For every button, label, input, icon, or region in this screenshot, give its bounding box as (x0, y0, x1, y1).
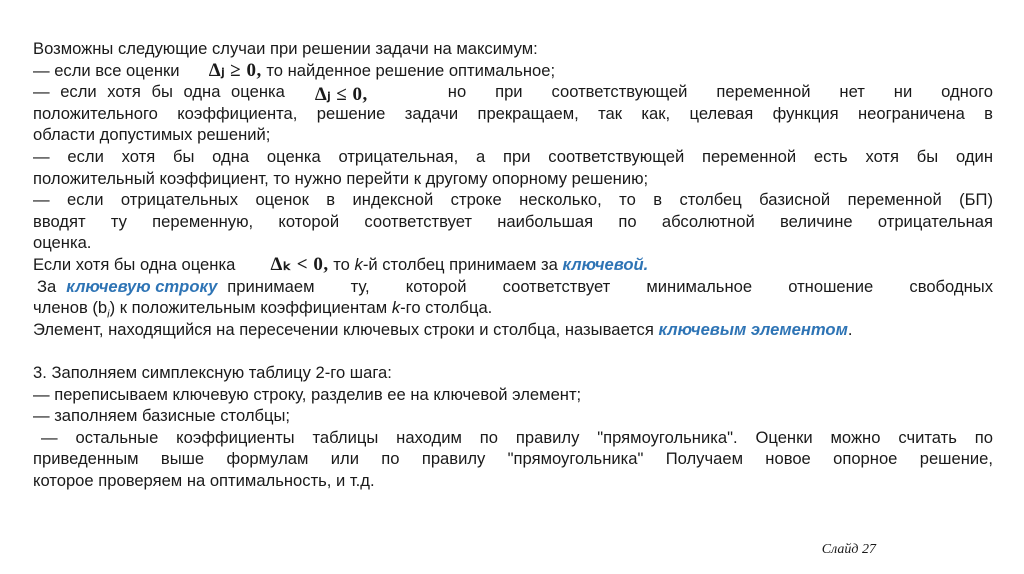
key-column-post: -й столбец принимаем за (362, 254, 558, 274)
keyword-key-row: ключевую строку (66, 276, 218, 296)
case-2-result: но при соответствующей переменной нет ни одного (447, 82, 993, 102)
case-4-line1: — если отрицательных оценок в индексной строке несколько, то в столбец базисной переменной (БП) (33, 190, 993, 210)
case-3-line1: — если хотя бы одна оценка отрицательная, а при соответствующей переменной есть хотя бы один (33, 146, 993, 166)
key-row-line2 (33, 297, 993, 319)
case-4-line2: вводят ту переменную, которой соответствует наибольшая по абсолютной величине отрицательная (33, 211, 993, 231)
key-element-period: . (847, 319, 853, 339)
key-row-text: принимаем ту, которой соответствует минимальное отношение свободных (227, 276, 993, 296)
case-1-text: — если все оценки (33, 60, 180, 80)
key-column-text: Если хотя бы одна оценка (33, 254, 236, 274)
step-3-item-3-line2: приведенным выше формулам или по правилу "прямоугольника" Получаем новое опорное решение, (33, 449, 993, 469)
key-row-za: За (37, 276, 57, 296)
case-2-line2: положительного коэффициента, решение задачи прекращаем, так как, целевая функция неограничена в (33, 103, 993, 123)
key-column-k: k (354, 254, 363, 274)
key-column-to: то (333, 254, 350, 274)
step-3-title: 3. Заполняем симплексную таблицу 2-го шага: (33, 362, 392, 382)
case-1 (33, 60, 993, 82)
key-row-line1 (33, 276, 993, 298)
step-3-item-3-line3: которое проверяем на оптимальность, и т.д. (33, 470, 375, 490)
intro-text: Возможны следующие случаи при решении задачи на максимум: (33, 39, 538, 58)
key-column-rule (33, 254, 993, 276)
slide-number: Слайд 27 (821, 542, 876, 557)
key-row-sub-i: i (107, 308, 110, 321)
key-element-rule (33, 319, 993, 341)
spacer (33, 340, 993, 362)
slide-body (33, 38, 993, 491)
keyword-key-column: ключевой. (562, 254, 649, 274)
formula-delta-j-geq: Δⱼ ≥ 0, (208, 59, 262, 81)
case-1-result: то найденное решение оптимальное; (266, 60, 556, 80)
case-3-line2: положительный коэффициент, то нужно перейти к другому опорному решению; (33, 168, 649, 188)
key-row-mid: ) к положительным коэффициентам (109, 298, 388, 318)
case-2-line3: области допустимых решений; (33, 125, 271, 145)
step-3-item-3-line1: — остальные коэффициенты таблицы находим по правилу "прямоугольника". Оценки можно считать по (41, 427, 993, 447)
case-4-line3: оценка. (33, 233, 92, 253)
case-2-line1 (33, 81, 993, 106)
step-3-item-2: — заполняем базисные столбцы; (33, 406, 291, 426)
formula-delta-j-leq: Δⱼ ≤ 0, (314, 84, 368, 106)
key-element-text: Элемент, находящийся на пересечении ключевых строки и столбца, называется (33, 319, 654, 339)
key-row-end: -го столбца. (400, 298, 493, 318)
formula-delta-k-lt: Δₖ < 0, (270, 253, 329, 275)
keyword-key-element: ключевым элементом (658, 319, 848, 339)
key-row-k: k (391, 298, 401, 318)
case-2-text: — если хотя бы одна оценка (33, 82, 285, 102)
key-row-members: членов (b (33, 298, 108, 318)
step-3-item-1: — переписываем ключевую строку, разделив ее на ключевой элемент; (33, 384, 582, 404)
